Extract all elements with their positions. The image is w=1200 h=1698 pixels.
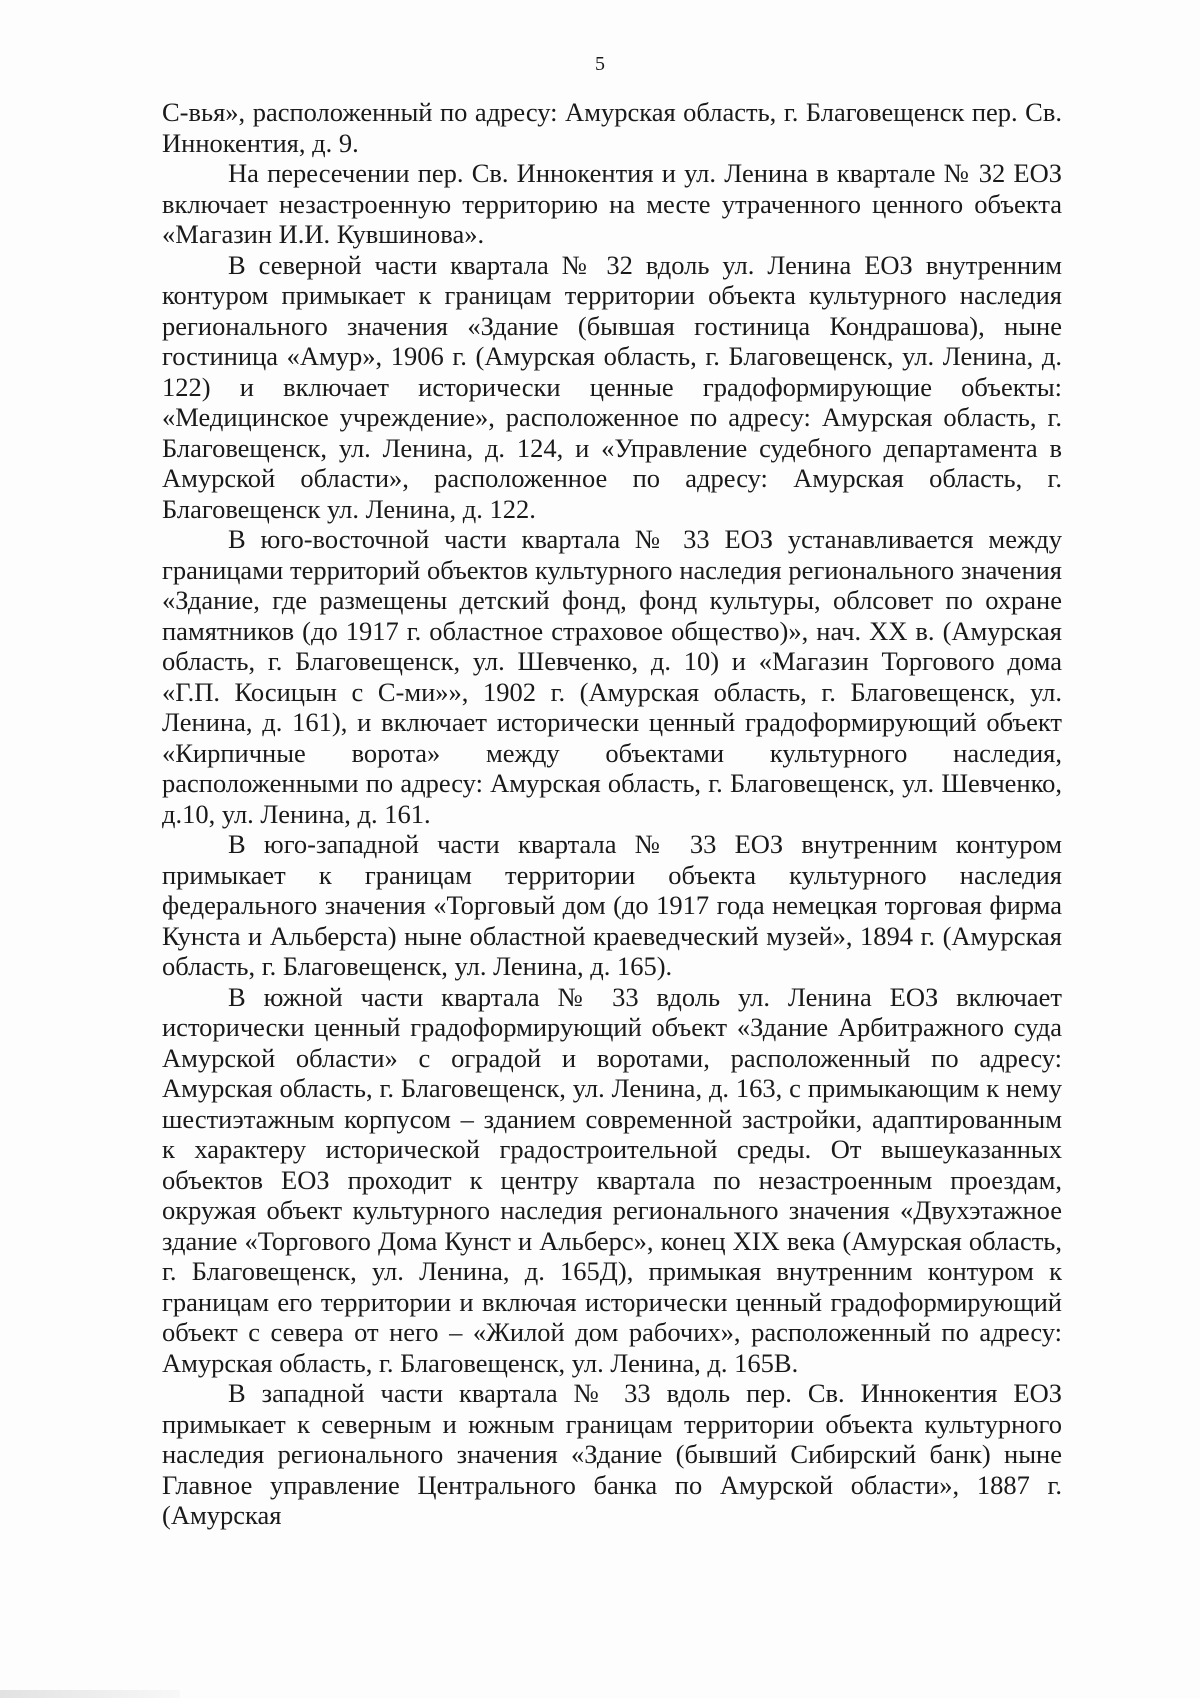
paragraph-1: С-вья», расположенный по адресу: Амурская область, г. Благовещенск пер. Св. Иннокентия, д. 9. bbox=[162, 97, 1062, 158]
paragraph-2: На пересечении пер. Св. Иннокентия и ул. Ленина в квартале № 32 ЕОЗ включает незастроенную территорию на месте утраченного ценного объекта «Магазин И.И. Кувшинова». bbox=[162, 158, 1062, 249]
paragraph-6: В южной части квартала № 33 вдоль ул. Ленина ЕОЗ включает исторически ценный градоформирующий объект «Здание Арбитражного суда Амурской области» с оградой и воротами, расположенный по адресу: Амурская область, г. Благовещенск, ул. Ленина, д. 163, с примыкающим к нему шестиэтажным корпусом – зданием современной застройки, адаптированным к характеру исторической градостроительной среды. От вышеуказанных объектов ЕОЗ проходит к центру квартала по незастроенным проездам, окружая объект культурного наследия регионального значения «Двухэтажное здание «Торгового Дома Кунст и Альберс», конец XIX века (Амурская область, г. Благовещенск, ул. Ленина, д. 165Д), примыкая внутренним контуром к границам его территории и включая исторически ценный градоформирующий объект с севера от него – «Жилой дом рабочих», расположенный по адресу: Амурская область, г. Благовещенск, ул. Ленина, д. 165В. bbox=[162, 981, 1062, 1378]
paragraph-5: В юго-западной части квартала № 33 ЕОЗ внутренним контуром примыкает к границам территории объекта культурного наследия федерального значения «Торговый дом (до 1917 года немецкая торговая фирма Кунста и Альберста) ныне областной краеведческий музей», 1894 г. (Амурская область, г. Благовещенск, ул. Ленина, д. 165). bbox=[162, 829, 1062, 981]
document-body bbox=[162, 97, 1062, 1531]
scan-edge-mark bbox=[0, 1690, 180, 1698]
page-number: 5 bbox=[595, 53, 605, 75]
paragraph-4: В юго-восточной части квартала № 33 ЕОЗ устанавливается между границами территорий объектов культурного наследия регионального значения «Здание, где размещены детский фонд, фонд культуры, облсовет по охране памятников (до 1917 г. областное страховое общество)», нач. XX в. (Амурская область, г. Благовещенск, ул. Шевченко, д. 10) и «Магазин Торгового дома «Г.П. Косицын с С-ми»», 1902 г. (Амурская область, г. Благовещенск, ул. Ленина, д. 161), и включает исторически ценный градоформирующий объект «Кирпичные ворота» между объектами культурного наследия, расположенными по адресу: Амурская область, г. Благовещенск, ул. Шевченко, д.10, ул. Ленина, д. 161. bbox=[162, 524, 1062, 829]
paragraph-7: В западной части квартала № 33 вдоль пер. Св. Иннокентия ЕОЗ примыкает к северным и южным границам территории объекта культурного наследия регионального значения «Здание (бывший Сибирский банк) ныне Главное управление Центрального банка по Амурской области», 1887 г. (Амурская bbox=[162, 1378, 1062, 1530]
paragraph-3: В северной части квартала № 32 вдоль ул. Ленина ЕОЗ внутренним контуром примыкает к границам территории объекта культурного наследия регионального значения «Здание (бывшая гостиница Кондрашова), ныне гостиница «Амур», 1906 г. (Амурская область, г. Благовещенск, ул. Ленина, д. 122) и включает исторически ценные градоформирующие объекты: «Медицинское учреждение», расположенное по адресу: Амурская область, г. Благовещенск, ул. Ленина, д. 124, и «Управление судебного департамента в Амурской области», расположенное по адресу: Амурская область, г. Благовещенск ул. Ленина, д. 122. bbox=[162, 249, 1062, 524]
